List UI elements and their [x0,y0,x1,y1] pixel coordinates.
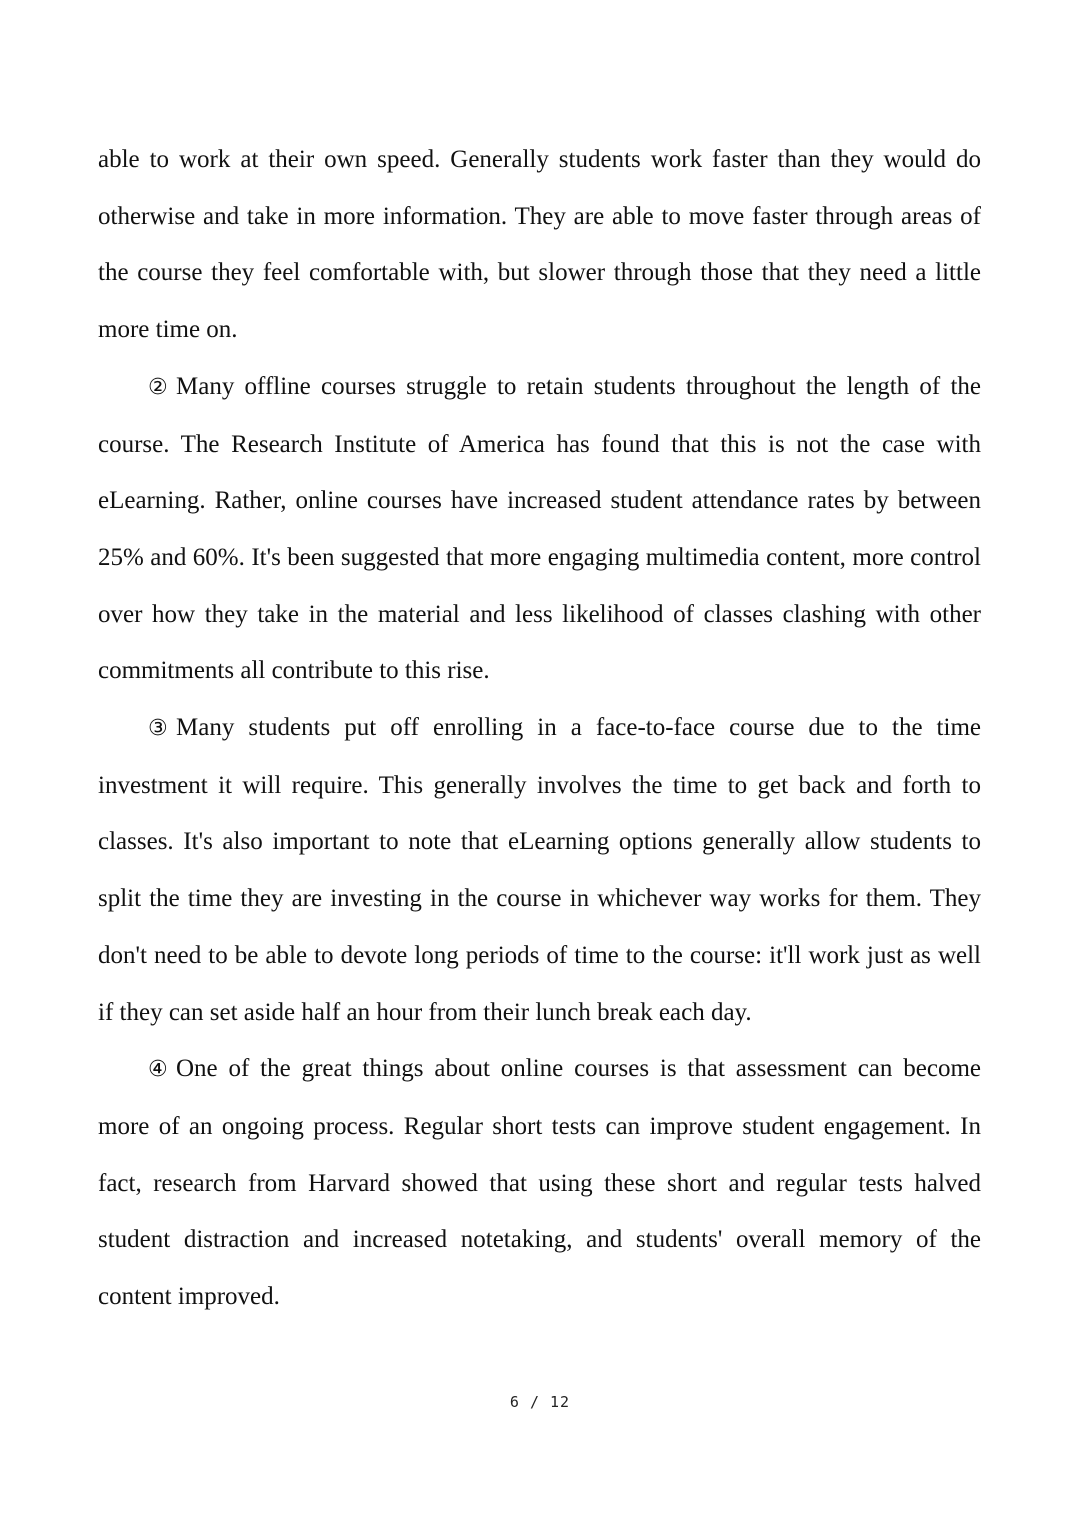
paragraph-marker: ② [148,374,168,400]
paragraph-text: able to work at their own speed. Generally students work faster than they would do otherwise and take in more information. They are able to move faster through areas of the course they feel comfortable with, but slower through those that they need a little more time on. [98,146,981,344]
paragraph-text: Many students put off enrolling in a face-to-face course due to the time investment it will require. This generally involves the time to get back and forth to classes. It's also important to note that eLearning options generally allow students to split the time they are investing in the course in whichever way works for them. They don't need to be able to devote long periods of time to the course: it'll work just as well if they can set aside half an hour from their lunch break each day. [98,714,981,1026]
paragraph-4 [98,1041,981,1326]
paragraph-continued [98,132,981,359]
paragraph-2 [98,359,981,700]
paragraph-text: One of the great things about online courses is that assessment can become more of an ongoing process. Regular short tests can improve student engagement. In fact, research from Harvard showed that using these short and regular tests halved student distraction and increased notetaking, and students' overall memory of the content improved. [98,1055,981,1311]
page-number: 6 / 12 [509,1393,571,1411]
paragraph-text: Many offline courses struggle to retain students throughout the length of the course. The Research Institute of America has found that this is not the case with eLearning. Rather, online courses have increased student attendance rates by between 25% and 60%. It's been suggested that more engaging multimedia content, more control over how they take in the material and less likelihood of classes clashing with other commitments all contribute to this rise. [98,372,981,685]
paragraph-3 [98,700,981,1041]
paragraph-marker: ④ [148,1057,168,1083]
paragraph-marker: ③ [148,716,168,742]
page-body [98,132,981,1326]
